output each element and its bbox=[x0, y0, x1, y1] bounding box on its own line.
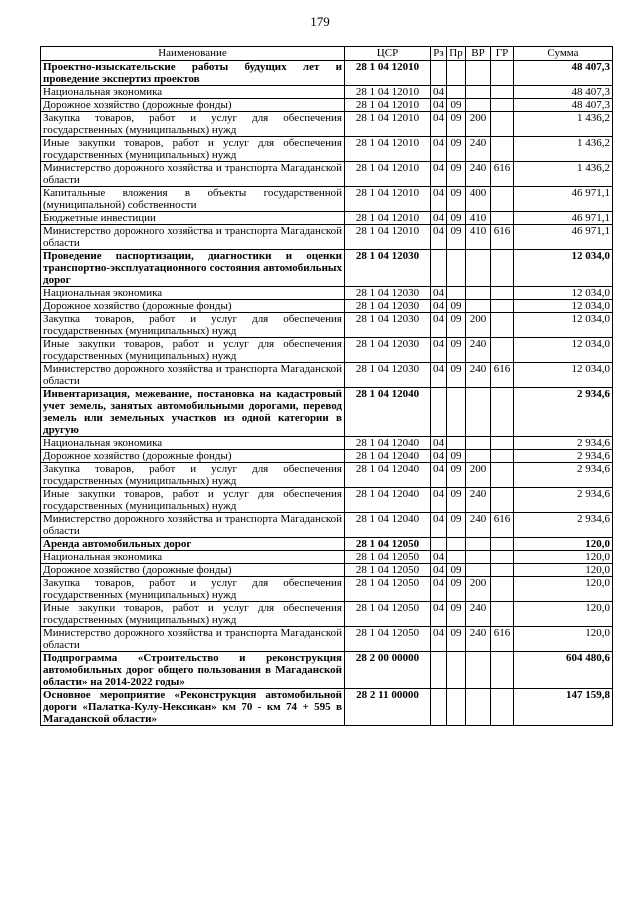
cell-name: Инвентаризация, межевание, постановка на кадастровый учет земель, занятых автомобильными дорогами, перевод земель или земельных участков из одной категории в другую bbox=[41, 388, 345, 437]
cell-gr bbox=[491, 488, 514, 513]
cell-sum: 1 436,2 bbox=[514, 162, 613, 187]
cell-gr bbox=[491, 212, 514, 225]
cell-sum: 2 934,6 bbox=[514, 437, 613, 450]
cell-rz: 04 bbox=[431, 602, 447, 627]
cell-pr bbox=[447, 551, 466, 564]
table-row bbox=[41, 225, 613, 250]
cell-csr: 28 1 04 12010 bbox=[345, 225, 431, 250]
table-row bbox=[41, 313, 613, 338]
cell-pr bbox=[447, 689, 466, 726]
cell-rz bbox=[431, 538, 447, 551]
cell-gr bbox=[491, 338, 514, 363]
cell-gr bbox=[491, 602, 514, 627]
table-row bbox=[41, 652, 613, 689]
cell-name: Иные закупки товаров, работ и услуг для обеспечения государственных (муниципальных) нужд bbox=[41, 602, 345, 627]
cell-vr: 200 bbox=[466, 577, 491, 602]
cell-pr bbox=[447, 86, 466, 99]
cell-gr bbox=[491, 577, 514, 602]
cell-sum: 2 934,6 bbox=[514, 513, 613, 538]
cell-pr: 09 bbox=[447, 187, 466, 212]
cell-pr: 09 bbox=[447, 627, 466, 652]
cell-rz: 04 bbox=[431, 313, 447, 338]
cell-name: Проведение паспортизации, диагностики и оценки транспортно-эксплуатационного состояния автомобильных дорог bbox=[41, 250, 345, 287]
cell-gr bbox=[491, 99, 514, 112]
cell-gr bbox=[491, 652, 514, 689]
cell-csr: 28 1 04 12050 bbox=[345, 564, 431, 577]
cell-vr: 240 bbox=[466, 137, 491, 162]
cell-rz: 04 bbox=[431, 187, 447, 212]
cell-rz: 04 bbox=[431, 450, 447, 463]
budget-table bbox=[40, 46, 613, 726]
cell-pr: 09 bbox=[447, 99, 466, 112]
cell-vr bbox=[466, 551, 491, 564]
cell-sum: 46 971,1 bbox=[514, 187, 613, 212]
cell-rz: 04 bbox=[431, 338, 447, 363]
table-row bbox=[41, 577, 613, 602]
cell-name: Закупка товаров, работ и услуг для обеспечения государственных (муниципальных) нужд bbox=[41, 112, 345, 137]
header-csr: ЦСР bbox=[345, 47, 431, 61]
cell-gr bbox=[491, 86, 514, 99]
cell-name: Национальная экономика bbox=[41, 287, 345, 300]
cell-pr: 09 bbox=[447, 313, 466, 338]
cell-gr: 616 bbox=[491, 225, 514, 250]
cell-sum: 2 934,6 bbox=[514, 488, 613, 513]
cell-csr: 28 1 04 12010 bbox=[345, 212, 431, 225]
cell-name: Дорожное хозяйство (дорожные фонды) bbox=[41, 564, 345, 577]
cell-gr bbox=[491, 250, 514, 287]
table-row bbox=[41, 99, 613, 112]
cell-csr: 28 1 04 12010 bbox=[345, 137, 431, 162]
cell-name: Иные закупки товаров, работ и услуг для обеспечения государственных (муниципальных) нужд bbox=[41, 338, 345, 363]
cell-pr bbox=[447, 250, 466, 287]
cell-pr: 09 bbox=[447, 338, 466, 363]
cell-vr bbox=[466, 450, 491, 463]
table-row bbox=[41, 538, 613, 551]
cell-sum: 2 934,6 bbox=[514, 463, 613, 488]
cell-pr: 09 bbox=[447, 137, 466, 162]
cell-csr: 28 1 04 12050 bbox=[345, 551, 431, 564]
header-gr: ГР bbox=[491, 47, 514, 61]
cell-rz: 04 bbox=[431, 287, 447, 300]
cell-sum: 46 971,1 bbox=[514, 225, 613, 250]
cell-sum: 2 934,6 bbox=[514, 388, 613, 437]
cell-name: Дорожное хозяйство (дорожные фонды) bbox=[41, 300, 345, 313]
cell-csr: 28 1 04 12030 bbox=[345, 338, 431, 363]
cell-csr: 28 1 04 12010 bbox=[345, 112, 431, 137]
cell-csr: 28 1 04 12010 bbox=[345, 187, 431, 212]
cell-gr bbox=[491, 437, 514, 450]
cell-pr: 09 bbox=[447, 602, 466, 627]
table-row bbox=[41, 338, 613, 363]
cell-vr bbox=[466, 652, 491, 689]
cell-name: Подпрограмма «Строительство и реконструкция автомобильных дорог общего пользования в Магаданской области» на 2014-2022 годы» bbox=[41, 652, 345, 689]
cell-csr: 28 1 04 12040 bbox=[345, 463, 431, 488]
header-name: Наименование bbox=[41, 47, 345, 61]
cell-name: Министерство дорожного хозяйства и транспорта Магаданской области bbox=[41, 162, 345, 187]
cell-name: Национальная экономика bbox=[41, 86, 345, 99]
cell-rz: 04 bbox=[431, 363, 447, 388]
cell-gr: 616 bbox=[491, 513, 514, 538]
cell-csr: 28 1 04 12030 bbox=[345, 363, 431, 388]
cell-rz: 04 bbox=[431, 99, 447, 112]
cell-vr: 240 bbox=[466, 513, 491, 538]
cell-vr: 400 bbox=[466, 187, 491, 212]
cell-pr: 09 bbox=[447, 112, 466, 137]
cell-name: Дорожное хозяйство (дорожные фонды) bbox=[41, 450, 345, 463]
cell-sum: 48 407,3 bbox=[514, 61, 613, 86]
cell-name: Аренда автомобильных дорог bbox=[41, 538, 345, 551]
cell-rz bbox=[431, 388, 447, 437]
cell-sum: 120,0 bbox=[514, 627, 613, 652]
cell-gr bbox=[491, 564, 514, 577]
cell-name: Закупка товаров, работ и услуг для обеспечения государственных (муниципальных) нужд bbox=[41, 313, 345, 338]
cell-name: Капитальные вложения в объекты государственной (муниципальной) собственности bbox=[41, 187, 345, 212]
header-rz: Рз bbox=[431, 47, 447, 61]
table-row bbox=[41, 463, 613, 488]
cell-rz: 04 bbox=[431, 513, 447, 538]
cell-csr: 28 1 04 12030 bbox=[345, 313, 431, 338]
cell-csr: 28 1 04 12030 bbox=[345, 300, 431, 313]
cell-csr: 28 1 04 12030 bbox=[345, 287, 431, 300]
table-header-row bbox=[41, 47, 613, 61]
cell-pr bbox=[447, 388, 466, 437]
table-row bbox=[41, 488, 613, 513]
cell-sum: 46 971,1 bbox=[514, 212, 613, 225]
cell-name: Бюджетные инвестиции bbox=[41, 212, 345, 225]
cell-sum: 120,0 bbox=[514, 564, 613, 577]
table-row bbox=[41, 212, 613, 225]
cell-gr bbox=[491, 61, 514, 86]
table-row bbox=[41, 564, 613, 577]
cell-vr bbox=[466, 61, 491, 86]
cell-sum: 12 034,0 bbox=[514, 250, 613, 287]
cell-pr: 09 bbox=[447, 225, 466, 250]
cell-gr: 616 bbox=[491, 627, 514, 652]
cell-gr bbox=[491, 463, 514, 488]
table-row bbox=[41, 437, 613, 450]
cell-vr: 200 bbox=[466, 463, 491, 488]
cell-sum: 1 436,2 bbox=[514, 112, 613, 137]
cell-csr: 28 1 04 12040 bbox=[345, 513, 431, 538]
table-row bbox=[41, 388, 613, 437]
cell-name: Иные закупки товаров, работ и услуг для обеспечения государственных (муниципальных) нужд bbox=[41, 137, 345, 162]
page-number: 179 bbox=[310, 14, 330, 29]
cell-csr: 28 1 04 12040 bbox=[345, 488, 431, 513]
cell-gr bbox=[491, 313, 514, 338]
cell-vr bbox=[466, 388, 491, 437]
cell-pr bbox=[447, 61, 466, 86]
cell-vr: 240 bbox=[466, 363, 491, 388]
cell-vr bbox=[466, 300, 491, 313]
header-sum: Сумма bbox=[514, 47, 613, 61]
cell-sum: 120,0 bbox=[514, 538, 613, 551]
cell-vr bbox=[466, 99, 491, 112]
cell-pr: 09 bbox=[447, 450, 466, 463]
table-row bbox=[41, 450, 613, 463]
cell-sum: 120,0 bbox=[514, 602, 613, 627]
cell-rz: 04 bbox=[431, 463, 447, 488]
cell-csr: 28 1 04 12010 bbox=[345, 86, 431, 99]
cell-pr bbox=[447, 437, 466, 450]
cell-name: Министерство дорожного хозяйства и транспорта Магаданской области bbox=[41, 513, 345, 538]
cell-vr: 240 bbox=[466, 602, 491, 627]
cell-gr bbox=[491, 689, 514, 726]
cell-pr: 09 bbox=[447, 488, 466, 513]
cell-vr: 200 bbox=[466, 313, 491, 338]
table-row bbox=[41, 61, 613, 86]
cell-rz: 04 bbox=[431, 86, 447, 99]
cell-csr: 28 1 04 12050 bbox=[345, 627, 431, 652]
cell-vr bbox=[466, 564, 491, 577]
table-row bbox=[41, 602, 613, 627]
cell-gr bbox=[491, 388, 514, 437]
cell-rz: 04 bbox=[431, 437, 447, 450]
table-row bbox=[41, 551, 613, 564]
table-row bbox=[41, 300, 613, 313]
cell-vr: 200 bbox=[466, 112, 491, 137]
cell-name: Основное мероприятие «Реконструкция автомобильной дороги «Палатка-Кулу-Нексикан» км 70 - км 74 + 595 в Магаданской области» bbox=[41, 689, 345, 726]
cell-pr: 09 bbox=[447, 564, 466, 577]
cell-csr: 28 1 04 12010 bbox=[345, 99, 431, 112]
cell-gr bbox=[491, 300, 514, 313]
cell-name: Закупка товаров, работ и услуг для обеспечения государственных (муниципальных) нужд bbox=[41, 577, 345, 602]
cell-rz: 04 bbox=[431, 627, 447, 652]
cell-rz: 04 bbox=[431, 162, 447, 187]
cell-name: Закупка товаров, работ и услуг для обеспечения государственных (муниципальных) нужд bbox=[41, 463, 345, 488]
cell-pr: 09 bbox=[447, 162, 466, 187]
cell-sum: 12 034,0 bbox=[514, 313, 613, 338]
cell-rz: 04 bbox=[431, 488, 447, 513]
cell-vr bbox=[466, 538, 491, 551]
table-row bbox=[41, 513, 613, 538]
cell-gr bbox=[491, 187, 514, 212]
cell-rz: 04 bbox=[431, 112, 447, 137]
cell-name: Иные закупки товаров, работ и услуг для обеспечения государственных (муниципальных) нужд bbox=[41, 488, 345, 513]
cell-rz bbox=[431, 652, 447, 689]
cell-csr: 28 1 04 12010 bbox=[345, 61, 431, 86]
cell-name: Национальная экономика bbox=[41, 551, 345, 564]
cell-csr: 28 1 04 12050 bbox=[345, 602, 431, 627]
header-pr: Пр bbox=[447, 47, 466, 61]
cell-vr bbox=[466, 689, 491, 726]
cell-vr: 240 bbox=[466, 627, 491, 652]
cell-vr: 240 bbox=[466, 338, 491, 363]
cell-rz: 04 bbox=[431, 577, 447, 602]
cell-pr bbox=[447, 652, 466, 689]
cell-gr bbox=[491, 287, 514, 300]
cell-rz: 04 bbox=[431, 225, 447, 250]
cell-gr: 616 bbox=[491, 162, 514, 187]
cell-sum: 147 159,8 bbox=[514, 689, 613, 726]
cell-name: Национальная экономика bbox=[41, 437, 345, 450]
header-vr: ВР bbox=[466, 47, 491, 61]
cell-vr: 410 bbox=[466, 225, 491, 250]
cell-csr: 28 1 04 12050 bbox=[345, 577, 431, 602]
cell-csr: 28 1 04 12010 bbox=[345, 162, 431, 187]
cell-rz bbox=[431, 689, 447, 726]
cell-sum: 604 480,6 bbox=[514, 652, 613, 689]
cell-name: Дорожное хозяйство (дорожные фонды) bbox=[41, 99, 345, 112]
table-row bbox=[41, 627, 613, 652]
cell-rz: 04 bbox=[431, 564, 447, 577]
table-row bbox=[41, 363, 613, 388]
table-row bbox=[41, 162, 613, 187]
cell-gr bbox=[491, 137, 514, 162]
cell-sum: 1 436,2 bbox=[514, 137, 613, 162]
cell-pr: 09 bbox=[447, 212, 466, 225]
cell-vr: 240 bbox=[466, 488, 491, 513]
cell-rz: 04 bbox=[431, 300, 447, 313]
cell-pr: 09 bbox=[447, 577, 466, 602]
cell-pr bbox=[447, 538, 466, 551]
cell-vr bbox=[466, 86, 491, 99]
cell-csr: 28 2 11 00000 bbox=[345, 689, 431, 726]
cell-pr: 09 bbox=[447, 300, 466, 313]
cell-name: Проектно-изыскательские работы будущих лет и проведение экспертиз проектов bbox=[41, 61, 345, 86]
table-row bbox=[41, 137, 613, 162]
cell-gr bbox=[491, 551, 514, 564]
cell-sum: 120,0 bbox=[514, 551, 613, 564]
cell-gr bbox=[491, 450, 514, 463]
table-row bbox=[41, 287, 613, 300]
cell-pr: 09 bbox=[447, 363, 466, 388]
cell-vr bbox=[466, 250, 491, 287]
table-row bbox=[41, 689, 613, 726]
cell-rz bbox=[431, 61, 447, 86]
cell-gr bbox=[491, 112, 514, 137]
cell-sum: 12 034,0 bbox=[514, 300, 613, 313]
cell-rz bbox=[431, 250, 447, 287]
cell-pr: 09 bbox=[447, 513, 466, 538]
cell-name: Министерство дорожного хозяйства и транспорта Магаданской области bbox=[41, 363, 345, 388]
table-row bbox=[41, 187, 613, 212]
cell-rz: 04 bbox=[431, 212, 447, 225]
cell-rz: 04 bbox=[431, 137, 447, 162]
cell-name: Министерство дорожного хозяйства и транспорта Магаданской области bbox=[41, 627, 345, 652]
cell-sum: 120,0 bbox=[514, 577, 613, 602]
table-row bbox=[41, 112, 613, 137]
cell-sum: 48 407,3 bbox=[514, 86, 613, 99]
table-row bbox=[41, 86, 613, 99]
cell-csr: 28 1 04 12030 bbox=[345, 250, 431, 287]
cell-pr: 09 bbox=[447, 463, 466, 488]
cell-csr: 28 1 04 12040 bbox=[345, 388, 431, 437]
table-row bbox=[41, 250, 613, 287]
cell-sum: 48 407,3 bbox=[514, 99, 613, 112]
cell-vr: 410 bbox=[466, 212, 491, 225]
cell-pr bbox=[447, 287, 466, 300]
cell-sum: 2 934,6 bbox=[514, 450, 613, 463]
cell-vr bbox=[466, 287, 491, 300]
cell-vr: 240 bbox=[466, 162, 491, 187]
cell-csr: 28 1 04 12040 bbox=[345, 450, 431, 463]
cell-csr: 28 1 04 12050 bbox=[345, 538, 431, 551]
cell-sum: 12 034,0 bbox=[514, 287, 613, 300]
cell-sum: 12 034,0 bbox=[514, 338, 613, 363]
cell-name: Министерство дорожного хозяйства и транспорта Магаданской области bbox=[41, 225, 345, 250]
cell-sum: 12 034,0 bbox=[514, 363, 613, 388]
cell-gr bbox=[491, 538, 514, 551]
cell-csr: 28 1 04 12040 bbox=[345, 437, 431, 450]
cell-csr: 28 2 00 00000 bbox=[345, 652, 431, 689]
cell-rz: 04 bbox=[431, 551, 447, 564]
cell-gr: 616 bbox=[491, 363, 514, 388]
cell-vr bbox=[466, 437, 491, 450]
